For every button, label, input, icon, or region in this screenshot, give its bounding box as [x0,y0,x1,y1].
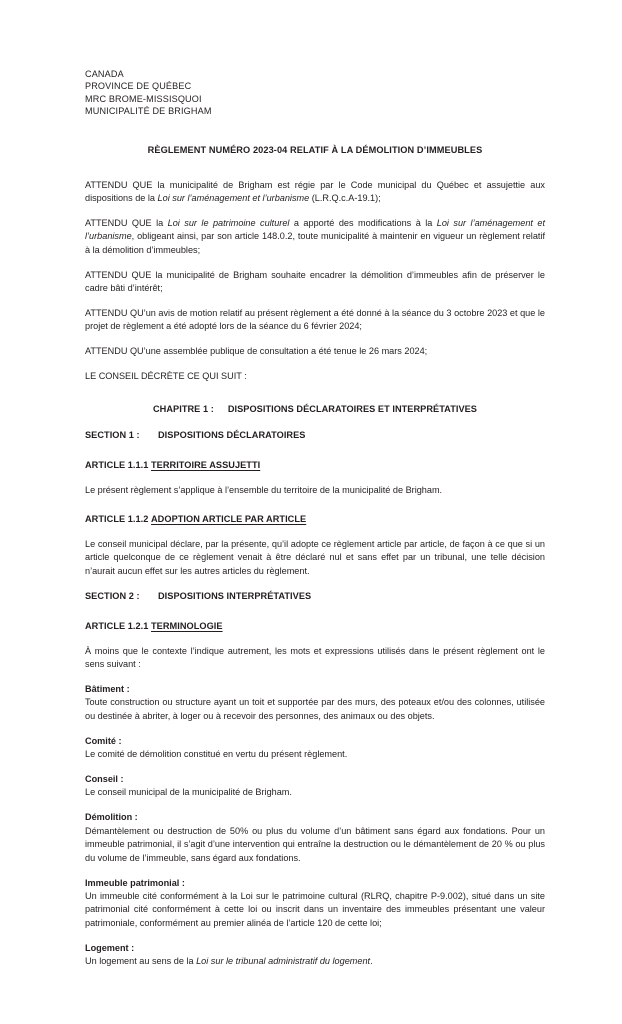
article-1-1-2-title: ADOPTION ARTICLE PAR ARTICLE [151,514,307,524]
attendu-paragraph-2 [85,217,545,257]
article-1-1-1-body: Le présent règlement s’applique à l’ensemble du territoire de la municipalité de Brigham. [85,485,443,496]
definition-comite [85,735,545,762]
attendu-2-law-name-2: Loi sur l’aménagement et l’urbanisme [85,217,545,242]
article-1-1-1-title: TERRITOIRE ASSUJETTI [151,460,261,471]
chapter-1-title: DISPOSITIONS DÉCLARATOIRES ET INTERPRÉTATIVES [227,404,477,415]
section-1-heading [85,429,545,442]
spacer [85,395,545,403]
definition-logement-body [85,955,545,968]
letterhead-line-municipality: MUNICIPALITÉ DE BRIGHAM [85,106,212,117]
definition-comite-term: Comité : [85,735,122,746]
definition-demolition-term: Démolition : [85,812,138,823]
definition-batiment-body: Toute construction ou structure ayant un toit et supportée par des murs, des poteaux et/ou des colonnes, utilisée ou destinée à abriter, à loger ou à recevoir des personnes, des animaux ou des objets. [85,697,545,721]
article-1-1-2-heading [85,513,306,526]
attendu-paragraph-5: ATTENDU QU’une assemblée publique de consultation a été tenue le 26 mars 2024; [85,346,428,357]
letterhead-line-country: CANADA [85,69,124,79]
letterhead [85,68,545,118]
definition-conseil-term: Conseil : [85,774,124,785]
definition-batiment [85,683,545,723]
article-1-1-2-block [85,509,545,578]
definition-conseil-body: Le conseil municipal de la municipalité de Brigham. [85,787,292,798]
definition-logement-term: Logement : [85,942,135,953]
definition-immeuble-patrimonial-body: Un immeuble cité conformément à la Loi sur le patrimoine cultural (RLRQ, chapitre P-9.002), situé dans un site patrimonial cité conformément à cette loi ou inscrit dans un inventaire des immeubles présentant une valeur patrimoniale, conformément au premier alinéa de l’article 120 de cette loi; [85,890,545,928]
attendu-paragraph-1 [85,179,545,206]
attendu-1-text-part1: ATTENDU QUE la municipalité de Brigham est régie par le Code municipal du Québec et assujettie aux dispositions de la [85,179,545,204]
article-1-2-1-heading [85,620,223,633]
definition-logement [85,942,545,969]
definition-comite-body: Le comité de démolition constitué en vertu du présent règlement. [85,749,348,760]
article-1-2-1-title: TERMINOLOGIE [151,620,223,631]
article-1-2-1-block [85,616,545,672]
chapter-1-heading [85,403,545,416]
definition-logement-text-part2: . [370,956,373,967]
attendu-2-text-part1: ATTENDU QUE la [85,217,168,228]
letterhead-line-province: PROVINCE DE QUÉBEC [85,81,192,92]
article-1-1-1-block [85,455,545,497]
article-1-1-1-heading [85,459,260,472]
article-1-1-1-number: ARTICLE 1.1.1 [85,460,149,471]
article-1-1-2-number: ARTICLE 1.1.2 [85,514,149,524]
article-1-1-2-body: Le conseil municipal déclare, par la présente, qu’il adopte ce règlement article par article, de façon à ce que si un article quelconque de ce règlement venait à être déclaré nul et sans effet par un tribunal, une telle décision n’aurait aucun effet sur les autres articles du règlement. [85,539,545,576]
attendu-2-text-part3: , obligeant ainsi, par son article 148.0.2, toute municipalité à maintenir en vigueur un règlement relatif à la démolition d’immeubles; [85,231,545,255]
section-1-title: DISPOSITIONS DÉCLARATOIRES [158,430,306,441]
definition-immeuble-patrimonial-term: Immeuble patrimonial : [85,877,185,888]
attendu-paragraph-3: ATTENDU QUE la municipalité de Brigham souhaite encadrer la démolition d’immeubles afin de préserver le cadre bâti d’intérêt; [85,269,545,294]
section-2-number: SECTION 2 : [85,590,140,601]
article-1-2-1-intro: À moins que le contexte l’indique autrement, les mots et expressions utilisés dans le présent règlement ont le sens suivant : [85,645,545,670]
attendu-2-text-part2: a apporté des modifications à la [289,217,437,228]
document-title: RÈGLEMENT NUMÉRO 2023-04 RELATIF À LA DÉMOLITION D’IMMEUBLES [147,144,483,155]
definition-batiment-term: Bâtiment : [85,684,130,695]
definition-conseil [85,773,545,800]
definition-demolition [85,811,545,865]
attendu-1-law-name: Loi sur l’aménagement et l’urbanisme [157,193,310,204]
decree-statement: LE CONSEIL DÉCRÈTE CE QUI SUIT : [85,371,247,382]
chapter-1-number: CHAPITRE 1 : [153,404,214,415]
definition-logement-text-part1: Un logement au sens de la [85,956,197,967]
attendu-1-text-part2: (L.R.Q.c.A-19.1); [309,193,381,204]
article-1-2-1-number: ARTICLE 1.2.1 [85,620,149,631]
letterhead-line-mrc: MRC BROME-MISSISQUOI [85,93,202,104]
attendu-2-law-name-1: Loi sur le patrimoine culturel [167,217,290,228]
definition-immeuble-patrimonial [85,877,545,931]
section-2-heading [85,590,545,603]
document-body [85,68,545,968]
attendu-paragraph-4: ATTENDU QU’un avis de motion relatif au présent règlement a été donné à la séance du 3 octobre 2023 et que le projet de règlement a été adopté lors de la séance du 6 février 2024; [85,307,545,332]
section-2-title: DISPOSITIONS INTERPRÉTATIVES [158,590,312,601]
section-1-number: SECTION 1 : [85,430,140,441]
definition-logement-law-name: Loi sur le tribunal administratif du logement [196,956,371,967]
definition-demolition-body: Démantèlement ou destruction de 50% ou plus du volume d’un bâtiment sans égard aux fondations. Pour un immeuble patrimonial, il s’agit d’une intervention qui entraîne la destruction ou le démantèlement de 20 % ou plus du volume de l’immeuble, sans égard aux fondations. [85,825,545,863]
